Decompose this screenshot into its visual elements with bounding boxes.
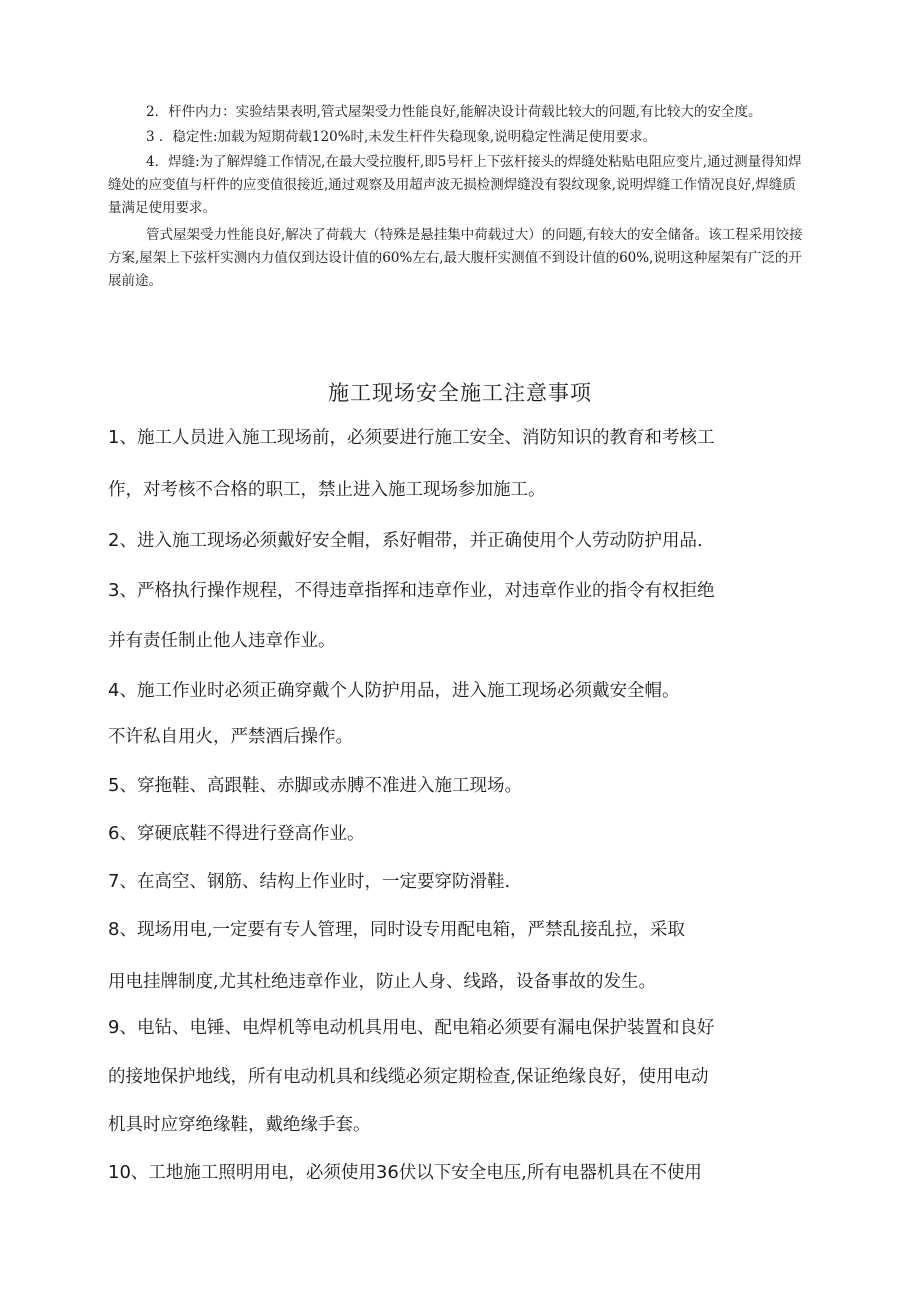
list-item-1-line-1 — [108, 424, 714, 449]
list-item-5 — [108, 772, 522, 797]
item-text: 、工地施工照明用电，必须使用 — [130, 1163, 376, 1183]
list-item-10-line-1 — [108, 1159, 702, 1184]
section-title: 施工现场安全施工注意事项 — [328, 381, 592, 405]
paragraph-member-force: 2．杆件内力：实验结果表明,管式屋架受力性能良好,能解决设计荷载比较大的问题,有比较大的安全度。 — [146, 104, 762, 120]
list-item-7 — [108, 868, 510, 893]
list-item-4-extra: 不许私自用火，严禁酒后操作。 — [108, 727, 353, 747]
item-text: 、穿拖鞋、高跟鞋、赤脚或赤膊不准进入施工现场。 — [119, 776, 522, 796]
paragraph-weld: 4．焊缝:为了解焊缝工作情况,在最大受拉腹杆,即5号杆上下弦杆接头的焊缝处粘贴电阻应变片,通过测量得知焊缝处的应变值与杆件的应变值很接近,通过观察及用超声波无损检测焊缝没有裂纹现象,说明焊缝工作情况良好,焊缝质量满足使用要求。 — [108, 154, 802, 216]
list-item-2 — [108, 527, 703, 552]
item-number: 6 — [108, 823, 120, 844]
item-number: 2 — [108, 530, 120, 551]
list-item-1-line-2: 作，对考核不合格的职工，禁止进入施工现场参加施工。 — [108, 480, 546, 500]
item-number: 4 — [108, 680, 120, 701]
item-text: 、施工人员进入施工现场前，必须要进行施工安全、消防知识的教育和考核工 — [119, 428, 715, 448]
item-number: 1 — [108, 427, 120, 448]
item-text: 、在高空、钢筋、结构上作业时，一定要穿防滑鞋. — [119, 872, 511, 892]
item-text: 、施工作业时必须正确穿戴个人防护用品，进入施工现场必须戴安全帽。 — [119, 681, 680, 701]
list-item-8-line-2: 用电挂牌制度,尤其杜绝违章作业，防止人身、线路，设备事故的发生。 — [108, 972, 657, 992]
technical-notes — [108, 101, 808, 293]
list-item-6 — [108, 820, 364, 845]
item-number: 10 — [108, 1162, 131, 1183]
item-text: 、严格执行操作规程，不得违章指挥和违章作业，对违章作业的指令有权拒绝 — [119, 581, 715, 601]
item-text: 、现场用电,一定要有专人管理，同时设专用配电箱，严禁乱接乱拉，采取 — [119, 920, 686, 940]
list-item-3-line-2: 并有责任制止他人违章作业。 — [108, 631, 336, 651]
item-text-continued: 伏以下安全电压,所有电器机具在不使用 — [398, 1163, 702, 1183]
list-item-4 — [108, 677, 679, 702]
paragraph-conclusion: 管式屋架受力性能良好,解决了荷载大（特殊是悬挂集中荷载过大）的问题,有较大的安全储备。该工程采用饺接方案,屋架上下弦杆实测内力值仅到达设计值的60%左右,最大腹杆实测值不到设计值的60%,说明这种屋架有广泛的开展前途。 — [108, 227, 803, 289]
list-item-9-line-1 — [108, 1014, 714, 1039]
item-number: 7 — [108, 871, 120, 892]
item-number: 5 — [108, 775, 120, 796]
list-item-3-line-1 — [108, 577, 714, 602]
voltage-value: 36 — [375, 1162, 399, 1183]
item-number: 9 — [108, 1017, 120, 1038]
item-number: 8 — [108, 919, 120, 940]
list-item-9-line-3: 机具时应穿绝缘鞋，戴绝缘手套。 — [108, 1115, 371, 1135]
item-text: 、进入施工现场必须戴好安全帽，系好帽带，并正确使用个人劳动防护用品. — [119, 531, 703, 551]
item-number: 3 — [108, 580, 120, 601]
list-item-8-line-1 — [108, 916, 685, 941]
list-item-9-line-2: 的接地保护地线，所有电动机具和线缆必须定期检查,保证绝缘良好，使用电动 — [108, 1067, 709, 1087]
item-text: 、穿硬底鞋不得进行登高作业。 — [119, 824, 365, 844]
paragraph-stability: 3 ．稳定性:加载为短期荷载120%时,未发生杆件失稳现象,说明稳定性满足使用要求。 — [146, 129, 657, 145]
item-text: 、电钻、电锤、电焊机等电动机具用电、配电箱必须要有漏电保护装置和良好 — [119, 1018, 715, 1038]
